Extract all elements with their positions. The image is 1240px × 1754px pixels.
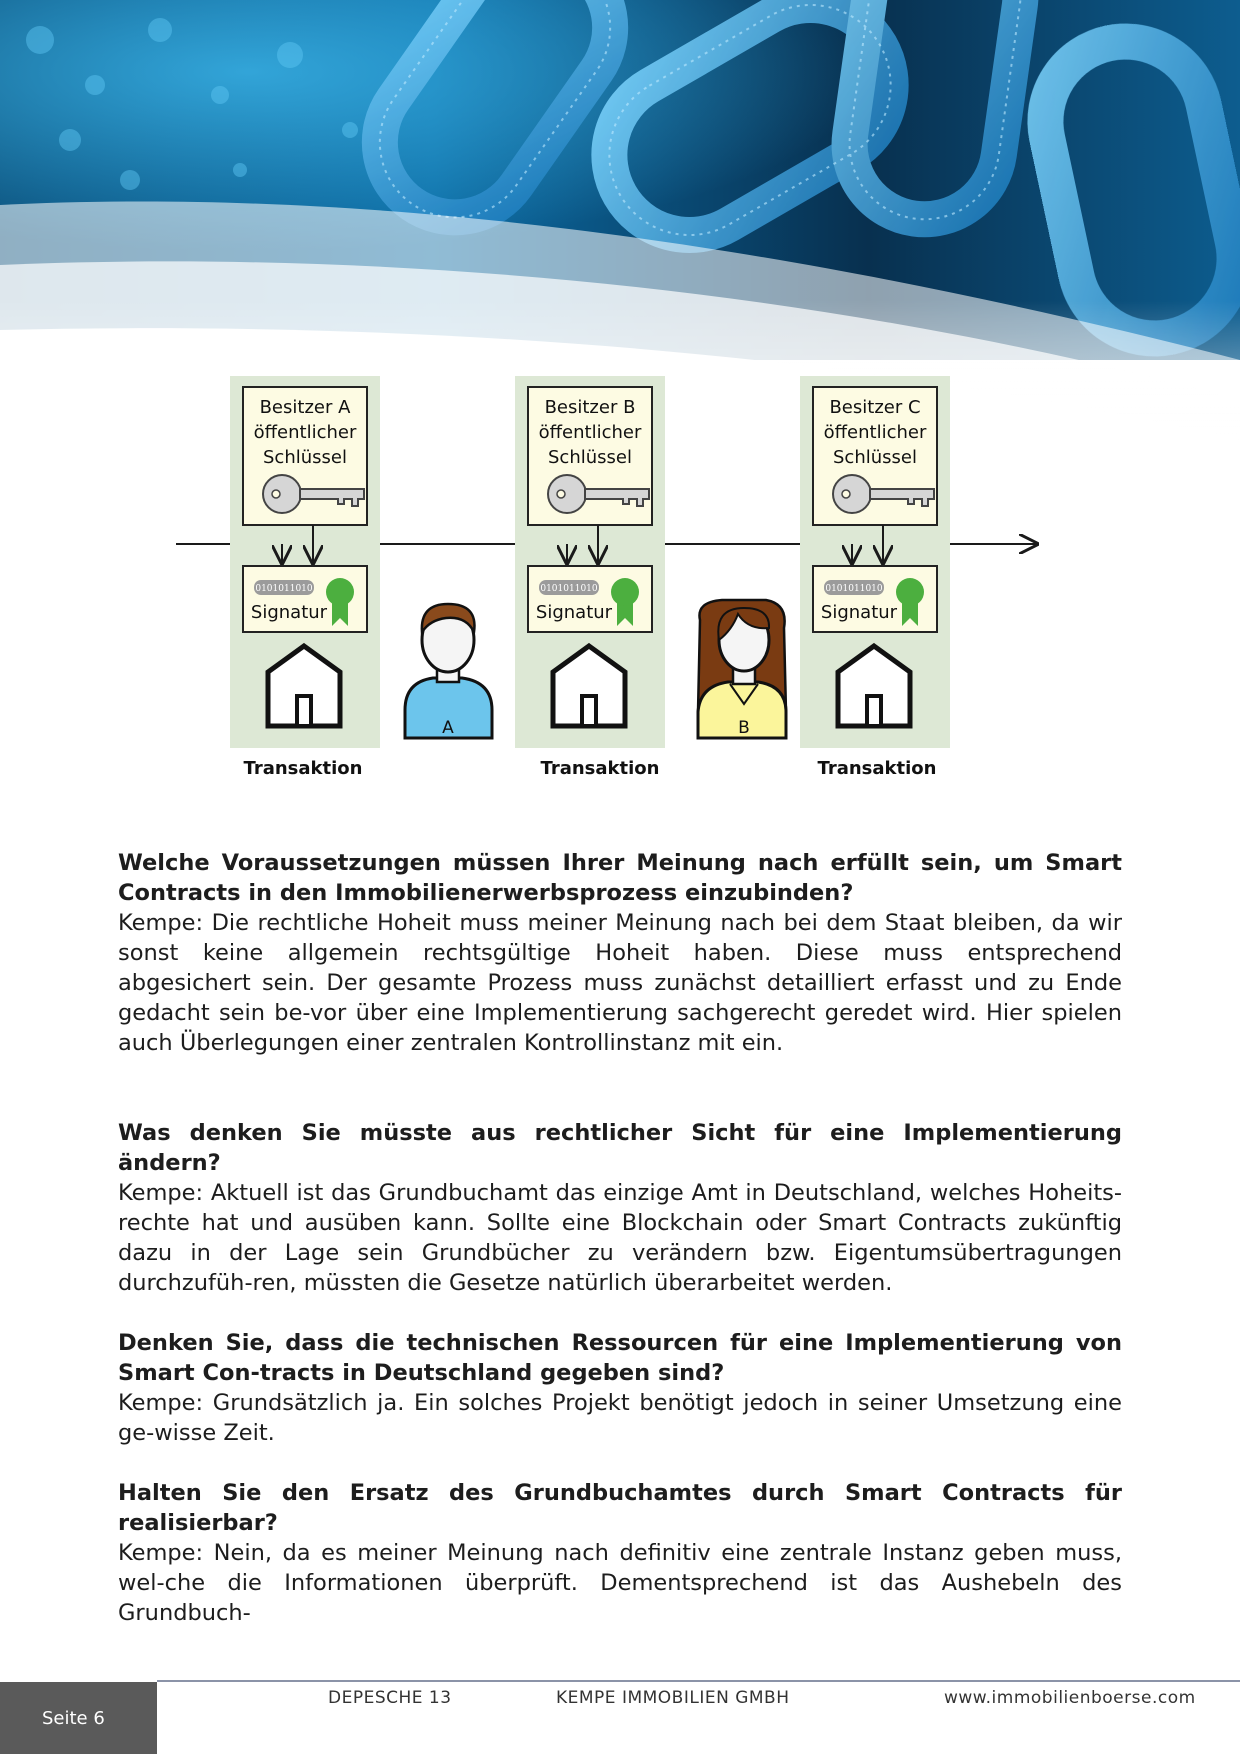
answer-2: Kempe: Aktuell ist das Grundbuchamt das einzige Amt in Deutschland, welches Hoheits-rechte hat und ausüben kann. Sollte eine Blockchain oder Smart Contracts zukünftig dazu in der Lage sein Grundbücher zu verändern bzw. Eigentumsübertragungen durchzufüh-ren, müssten die Gesetze natürlich überarbeitet werden. xyxy=(118,1180,1122,1296)
footer-issue: DEPESCHE 13 xyxy=(328,1688,452,1708)
svg-text:öffentlicher: öffentlicher xyxy=(823,422,927,443)
page-number-label: Seite 6 xyxy=(42,1707,105,1729)
footer-company: KEMPE IMMOBILIEN GMBH xyxy=(556,1688,790,1708)
footer-divider xyxy=(157,1680,1240,1682)
owner-label: Besitzer B xyxy=(544,397,636,418)
question-1: Welche Voraussetzungen müssen Ihrer Meinung nach erfüllt sein, um Smart Contracts in den Immobilienerwerbsprozess einzubinden? xyxy=(118,850,1122,906)
svg-text:Schlüssel: Schlüssel xyxy=(833,447,917,468)
svg-text:A: A xyxy=(442,718,454,738)
transaction-block-c xyxy=(800,376,950,748)
answer-3: Kempe: Grundsätzlich ja. Ein solches Projekt benötigt jedoch in seiner Umsetzung eine ge-wisse Zeit. xyxy=(118,1390,1122,1446)
answer-1: Kempe: Die rechtliche Hoheit muss meiner Meinung nach bei dem Staat bleiben, da wir sonst keine allgemein rechtsgültige Hoheit haben. Diese muss entsprechend abgesichert sein. Der gesamte Prozess muss zunächst detailliert erfasst und zu Ende gedacht sein be-vor über eine Implementierung sachgerecht geredet wird. Hier spielen auch Überlegungen einer zentralen Kontrollinstanz mit ein. xyxy=(118,910,1122,1056)
transaction-block-b xyxy=(515,376,665,748)
signature-label: Signatur xyxy=(535,602,613,623)
signature-label: Signatur xyxy=(250,602,328,623)
blockchain-transaction-diagram xyxy=(0,330,1240,800)
footer-website-link[interactable]: www.immobilienboerse.com xyxy=(944,1688,1196,1708)
page-number xyxy=(0,1682,157,1754)
key-line1: öffentlicher xyxy=(253,422,357,443)
signature-label: Signatur xyxy=(820,602,898,623)
interview-article xyxy=(118,848,1122,1628)
svg-text:B: B xyxy=(738,718,750,738)
owner-label: Besitzer C xyxy=(829,397,921,418)
transaction-caption-a: Transaktion xyxy=(243,758,363,779)
key-line2: Schlüssel xyxy=(263,447,347,468)
qa-block-1 xyxy=(118,848,1122,1058)
question-4: Halten Sie den Ersatz des Grundbuchamtes durch Smart Contracts für realisierbar? xyxy=(118,1480,1122,1536)
svg-text:öffentlicher: öffentlicher xyxy=(538,422,642,443)
qa-block-2 xyxy=(118,1118,1122,1298)
question-3: Denken Sie, dass die technischen Ressourcen für eine Implementierung von Smart Con-tracts in Deutschland gegeben sind? xyxy=(118,1330,1122,1386)
transaction-block-a xyxy=(230,376,380,748)
qa-block-4 xyxy=(118,1478,1122,1628)
svg-text:0101011010: 0101011010 xyxy=(255,584,313,594)
transaction-caption-b: Transaktion xyxy=(540,758,660,779)
person-b-icon xyxy=(698,600,786,738)
qa-block-3 xyxy=(118,1328,1122,1448)
answer-4: Kempe: Nein, da es meiner Meinung nach definitiv eine zentrale Instanz geben muss, wel-che die Informationen überprüft. Dementsprechend ist das Aushebeln des Grundbuch- xyxy=(118,1540,1122,1626)
question-2: Was denken Sie müsste aus rechtlicher Sicht für eine Implementierung ändern? xyxy=(118,1120,1122,1176)
owner-label: Besitzer A xyxy=(259,397,351,418)
person-a-icon xyxy=(405,604,492,738)
svg-text:0101011010: 0101011010 xyxy=(540,584,598,594)
svg-text:Schlüssel: Schlüssel xyxy=(548,447,632,468)
transaction-caption-c: Transaktion xyxy=(817,758,937,779)
svg-text:0101011010: 0101011010 xyxy=(825,584,883,594)
